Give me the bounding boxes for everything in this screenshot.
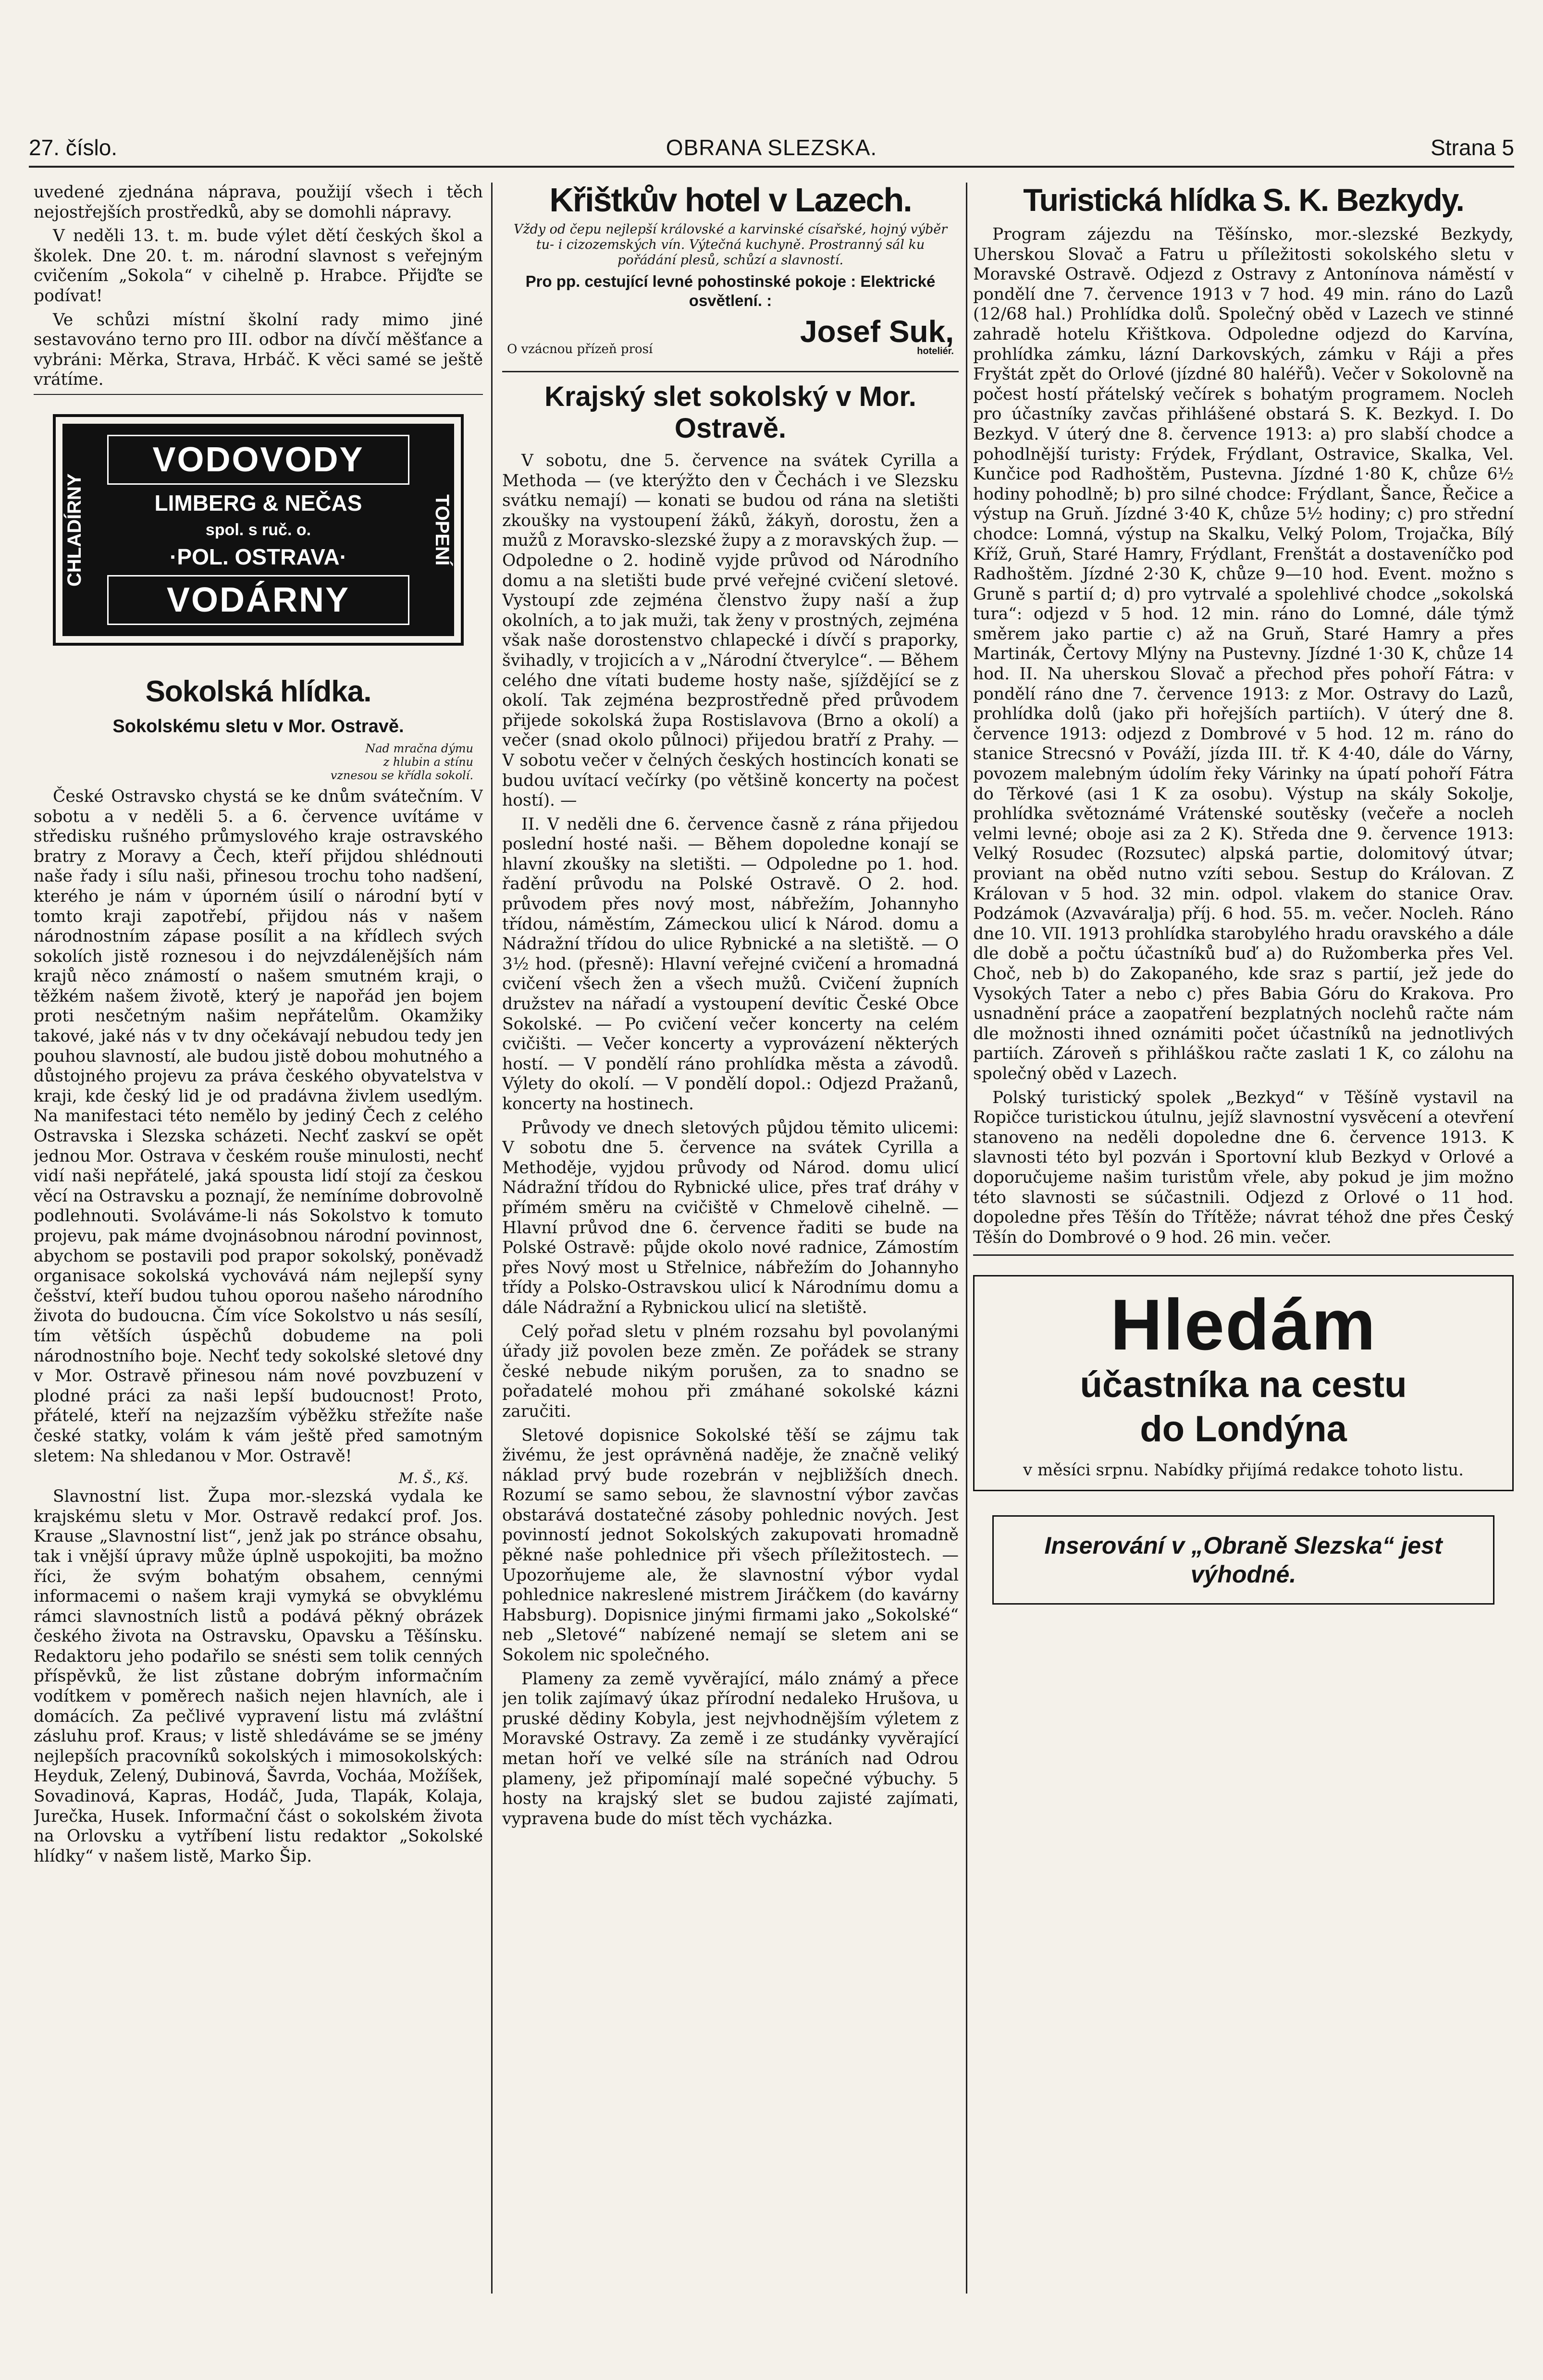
hotel-owner-title: hoteliér. (917, 346, 954, 356)
hotel-ad-rooms: Pro pp. cestující levné pohostinské pokoje : Elektrické osvětlení. : (525, 272, 936, 309)
page-number: Strana 5 (1431, 135, 1514, 160)
article-title: Krajský slet sokolský v Mor. Ostravě. (544, 381, 916, 444)
page-header (29, 135, 1514, 163)
motto: Nad mračna dýmu z hlubin a stínu vznesou se křídla sokolí. (330, 741, 473, 782)
hotel-ad-title: Křištkův hotel v Lazech. (549, 183, 912, 219)
article-paragraph: Polský turistický spolek „Bezkyd“ v Těšíně vystavil na Ropičce turistickou útulnu, jejíž slavnostní vysvěcení a otevření stanoveno na neděli dopoledne dne 6. července 1913. K slavnosti této byl pozván i Sportovní klub Bezkyd v Orlové a doporučujeme našim turistům vřele, aby pokud je jim možno této slavnosti se súčastnili. Odjezd z Orlové o 11 hod. dopoledne přes Těšín do Třítěže; návrat téhož dne přes Český Těšín do Dombrové o 9 hod. 26 min. večer. (973, 1088, 1514, 1247)
section-title: Turistická hlídka S. K. Bezkydy. (1023, 183, 1464, 218)
ad-bottom-line: VODÁRNY (107, 575, 409, 625)
advertising-notice: Inserování v „Obraně Slezska“ jest výhodné. (992, 1515, 1494, 1605)
column-divider-2 (966, 183, 967, 2294)
article-paragraph: Program zájezdu na Těšínsko, mor.-slezské Bezkydy, Uherskou Slovač a Fatru u příležitosti sokolského sletu v Moravské Ostravě. Odjezd z Ostravy z Antonínova náměstí v pondělí dne 7. července 1913 v 7 hod. 49 min. ráno do Lazů (12/68 hal.) Prohlídka dolů. Společný oběd v Lazech ve stinné zahradě hotelu Křištkova. Odpoledne odjezd do Karvína, prohlídka zámku, lázní Darkovských, zámku v Ráji a přes Fryštát zpět do Orlové (jízdné 80 haléřů). Večer v Sokolovně na počest hostí přátelský večírek s bohatým programem. Nocleh pro účastníky zavčas přihlášené obstará S. K. Bezkyd. I. Do Bezkyd. V úterý dne 8. července 1913: a) pro slabší chodce a pohodlnější turisty: Frýdek, Frýdlant, Ostravice, Skalka, Vel. Kunčice pod Radhoštěm, Pustevna. Jízdné 1·80 K, chůze 6½ hodiny pohodlně; b) pro silné chodce: Frýdlant, Šance, Řečice a výstup na Gruň. Jízdné 3·40 K, chůze 5½ hodiny; c) pro střední chodce: Lomná, výstup na Skalku, Velký Polom, Trojačka, Bílý Kříž, Gruň, Staré Hamry, Frýdlant, Frenštát a dostaveníčko pod Radhoštěm. Jízdné 2·30 K, chůze 9—10 hod. Event. možno s Gruně s partií d; d) pro vytrvalé a spolehlivé chodce „sokolská tura“: odjezd v 5 hod. 12 min. ráno do Lomné, dále týmž směrem jako partie c) až na Gruň, Staré Hamry a přes Martinák, Čertovy Mlýny na Pustevny. Jízdné 1·30 K, chůze 14 hod. II. Na uherskou Slovač a přechod přes pohoří Fátra: v pondělí ráno dne 7. července 1913: z Mor. Ostravy do Lazů, prohlídka dolů (jako při hořejších partiích). V úterý dne 8. července 1913: odjezd z Dombrové v 5 hod. 12 m. ráno do stanice Strecsnó v Pováží, jízda III. tř. K 4·40, dále do Várny, povozem malebným údolím řeky Várinky na úpatí pohoří Fátra do Těrkové (asi 1 K za osobu). Výstup na skály Sokolje, prohlídka světoznámé Vrátenské soutěsky (večeře a nocleh velmi levné; oboje asi za 2 K). Středa dne 9. července 1913: Velký Rosudec (Rozsutec) alpská partie, dolomitový útvar; proviant na oběd nutno vzíti sebou. Sestup do Královan. Z Královan v 5 hod. 32 min. odpol. vlakem do stanice Orav. Podzámok (Azvaváralja) příj. 6 hod. 55. m. večer. Nocleh. Ráno dne 10. VII. 1913 prohlídka starobylého hradu oravského a dále dle době a počtu účastníků buď a) do Ružomberka přes Vel. Choč, neb b) do Zakopaného, kde sraz s partií, jež jede do Vysokých Tater a nebo c) přes Babia Góru do Krakova. Pro usnadnění práce a zaopatření bezplatných noclehů račte nám dle možnosti ihned oznámiti počet účastníků na jednotlivých partiích. Zároveň s přihláškou račte zaslati 1 K, co zálohu na společný oběd v Lazech. (973, 225, 1514, 1083)
ad-firm: LIMBERG & NEČAS (154, 490, 362, 515)
article-paragraph: České Ostravsko chystá se ke dnům svátečním. V sobotu a v neděli 5. a 6. července uvítáme v středisku rušného průmyslového kraje ostravského bratry z Moravy a Čech, kteří přijdou shlédnouti naše řady i sílu naši, přinesou trochu toho nadšení, kterého je nám v úporném úsilí o národní bytí v tomto kraji zapotřebí, přijdou nás v našem národnostním zápase posílit a na křídlech svých sokolích jistě roznesou i do nejvzdálenějších nám krajů něco známostí o našem smutném kraji, o těžkém našem životě, který je napořád jen bojem proti nesčetným našim nepřátelům. Okamžiky takové, jaké nás v tv dny očekávají nebudou tedy jen pouhou slavností, ale budou jistě dobou mohutného a důstojného projevu za práva českého obyvatelstva v kraji, kde český lid je od pradávna živlem usedlým. Na manifestaci této nemělo by jediný Čech z celého Ostravska i Slezska scházeti. Nechť zaskví se opět jednou Mor. Ostrava v českém rouše minulosti, nechť vidí naši nepřátelé, jaká spousta lidí stojí za českou věcí na Ostravsku a poznají, že nemíníme dobrovolně podlehnouti. Svoláváme-li nás Sokolstvo k tomuto projevu, pak máme dvojnásobnou národní povinnost, abychom se postavili pod prapor sokolský, poněvadž organisace sokolská vychovává nám nejlepší syny češství, kteří budou tuhou oporou našeho národního života do budoucna. Čím více Sokolstvo u nás sesílí, tím větších úspěchů dobudeme na poli národnostního boje. Nechť tedy sokolské sletové dny v Mor. Ostravě přinesou nám nové povzbuzení v plodné práci za naši lepší budoucnost! Proto, přátelé, kteří na nejzazším výběžku střežíte naše české statky, volám k vám ještě před samotným sletem: Na shledanou v Mor. Ostravě! (34, 786, 483, 1466)
article-paragraph: Sletové dopisnice Sokolské těší se zájmu tak živému, že jest oprávněná naděje, že značně veliký náklad prvý bude rozebrán v nejbližších dnech. Rozumí se samo sebou, že slavnostní výbor zavčas obstarává dostatečné zásoby pohlednic nových. Jest povinností jednot Sokolských zakupovati hromadně pěkné naše pohlednice při všech příležitostech. — Upozorňujeme ale, že slavnostní výbor vydal pohlednice nakreslené mistrem Jiráčkem (do kavárny Habsburg). Dopisnice jinými firmami jako „Sokolské“ neb „Sletové“ nabízené nemají se sletem ani se Sokolem nic společného. (502, 1425, 959, 1665)
column-divider-1 (491, 183, 493, 2294)
hotel-ad-text: Vždy od čepu nejlepší královské a karvinské císařské, hojný výběr tu- i cizozemských vín. Výtečná kuchyně. Prostranný sál ku pořádání plesů, schůzí a slavností. (513, 222, 948, 268)
hledam-line1: účastníka na cestu (1080, 1364, 1407, 1406)
ad-city: ·POL. OSTRAVA· (170, 544, 347, 569)
intro-paragraph: Ve schůzi místní školní rady mimo jiné sestavováno terno pro III. odbor na dívčí měšťance a vybráni: Měrka, Strava, Hrbáč. K věci samé se ještě vrátíme. (34, 310, 483, 390)
hledam-note: v měsíci srpnu. Nabídky přijímá redakce tohoto listu. (1023, 1460, 1464, 1480)
hotel-ad-signature (507, 314, 954, 356)
ad-side-left: CHLADÍRNY (64, 425, 102, 635)
ad-top-line: VODOVODY (107, 435, 409, 485)
article-paragraph: Celý pořad sletu v plném rozsahu byl povolanými úřady již povolen beze změn. Ze pořádek se strany české nebude nikým porušen, za to snadno se pořadatelé mohou při zmáhané sokolské kázni zaručiti. (502, 1322, 959, 1421)
column-left (34, 183, 483, 2294)
article-paragraph: V sobotu, dne 5. července na svátek Cyrilla a Methoda — (ve kterýžto den v Čechách i ve Slezsku svátku nemají) — konati se budou od rána na sletišti zkoušky na vystoupení žáků, žákyň, dorostu, žen a mužů z Moravsko-slezské župy a z moravských žup. — Odpoledne o 2. hodině vyjde průvod od Národního domu a na sletišti bude prvé veřejné cvičení sletové. Vystoupí zde zejména členstvo župy naší a žup okolních, a to jak muži, tak ženy v prostných, zejména však naše dorostenstvo chlapecké i dívčí s praporky, švihadly, v trojicích a v „Národní čtverylce“. — Během celého dne vítati budeme hosty naše, sjíždějící se z okolí. Tak zejména bezprostředně před průvodem přijede sokolská župa Rostislavova (Brno a okolí) a večer (snad okolo půlnoci) přijedou bratří z Prahy. — V sobotu večer v čelných českých hostincích konati se budou uvítací večírky (po většině koncerty na počest hostí). — (502, 451, 959, 810)
divider (502, 371, 959, 372)
newspaper-title: OBRANA SLEZSKA. (666, 135, 877, 160)
article-paragraph: II. V neděli dne 6. července časně z rána přijedou poslední hosté naši. — Během dopoledne konají se hlavní zkoušky na sletišti. — Odpoledne po 1. hod. řadění průvodu na Polské Ostravě. O 2. hod. průvodem přes nový most, nábřežím, Johannyho třídou, náměstím, Zámeckou ulicí k Národ. domu a Nádražní třídou do ulice Rybnické a na sletiště. — O 3½ hod. (přesně): Hlavní veřejné cvičení a hromadná cvičení všech žen a všech mužů. Cvičení župních družstev na nářadí a vystoupení devític České Obce Sokolské. — Po cvičení večer koncerty na celém cvičišti. — Večer koncerty a vyprovázení některých hostí. — V pondělí ráno prohlídka města a závodů. Výlety do okolí. — V pondělí dopol.: Odjezd Pražanů, koncerty na hostinech. (502, 814, 959, 1114)
hotel-invite: O vzácnou přízeň prosí (507, 342, 653, 356)
article-title: Sokolskému sletu v Mor. Ostravě. (112, 716, 404, 736)
issue-number: 27. číslo. (29, 135, 118, 160)
column-middle (502, 183, 959, 2294)
ad-side-right: TOPENÍ (414, 425, 453, 635)
section-title: Sokolská hlídka. (145, 675, 371, 708)
ad-firm-sub: spol. s ruč. o. (205, 520, 311, 539)
divider (34, 394, 483, 395)
vodovody-advertisement (53, 414, 464, 646)
hotel-owner: Josef Suk, (800, 314, 954, 349)
london-travel-advertisement (973, 1275, 1514, 1491)
intro-paragraph: V neděli 13. t. m. bude výlet dětí českých škol a školek. Dne 20. t. m. národní slavnost s veřejným cvičením „Sokola“ v cihelně p. Hrabce. Přijďte se podívat! (34, 226, 483, 306)
header-rule (29, 166, 1514, 168)
article-paragraph: Průvody ve dnech sletových půjdou těmito ulicemi: V sobotu dne 5. července na svátek Cyrilla a Methoděje, vyjdou průvody od Národ. domu ulicí Nádražní třídou do Rybnické ulice, přes trať dráhy v přímém směru na cvičiště v Chmelově cihelně. — Hlavní průvod dne 6. července řaditi se bude na Polské Ostravě: půjde okolo nové radnice, Zámostím přes Nový most u Střelnice, nábřežím do Johannyho třídy a Polsko-Ostravskou ulicí k Národnímu domu a dále Nádražní a Rybnickou ulicí na sletiště. (502, 1118, 959, 1317)
hledam-line2: do Londýna (1140, 1409, 1347, 1450)
intro-paragraph: uvedené zjednána náprava, použijí všech i těch nejostřejších prostředků, aby se domohli nápravy. (34, 183, 483, 222)
article-paragraph: Slavnostní list. Župa mor.-slezská vydala ke krajskému sletu v Mor. Ostravě redakcí prof. Jos. Krause „Slavnostní list“, jenž jak po stránce obsahu, tak i vnější úpravy může úplně uspokojiti, ba možno říci, že svým bohatým obsahem, cennými informacemi o našem kraji vymyká se obvyklému rámci slavnostních listů a podává pěkný obrázek českého života na Ostravsku, Opavsku a Těšínsku. Redaktoru jeho podařilo se snésti sem tolik cenných příspěvků, že list zůstane dobrým informačním vodítkem v poměrech našich nejen hlavních, ale i domácích. Za pečlivé vypravení listu má zvláštní zásluhu prof. Kraus; v listě shledáváme se se jmény nejlepších pracovníků sokolských i mimosokolských: Heyduk, Zelený, Dubinová, Šavrda, Vocháa, Možíšek, Sovadinová, Kapras, Hodáč, Juda, Tlapák, Kolaja, Jurečka, Husek. Informační část o sokolském života na Orlovsku a vytříbení listu redaktor „Sokolské hlídky“ v našem listě, Marko Šip. (34, 1487, 483, 1866)
signature: M. Š., Kš. (398, 1470, 469, 1487)
divider (973, 1254, 1514, 1256)
column-right (973, 183, 1514, 2294)
hledam-headline: Hledám (1110, 1284, 1377, 1365)
article-paragraph: Plameny za země vyvěrající, málo známý a přece jen tolik zajímavý úkaz přírodní nedaleko Hrušova, u pruské dědiny Kobyla, jest nejvhodnějším výletem z Moravské Ostravy. Za země i ze studánky vyvěrající metan hoří ve velké síle na stráních nad Odrou plameny, jež připomínají malé sopečné výbuchy. 5 hosty na krajský slet se budou zajisté zajímati, vypravena bude do míst těch vycházka. (502, 1669, 959, 1828)
